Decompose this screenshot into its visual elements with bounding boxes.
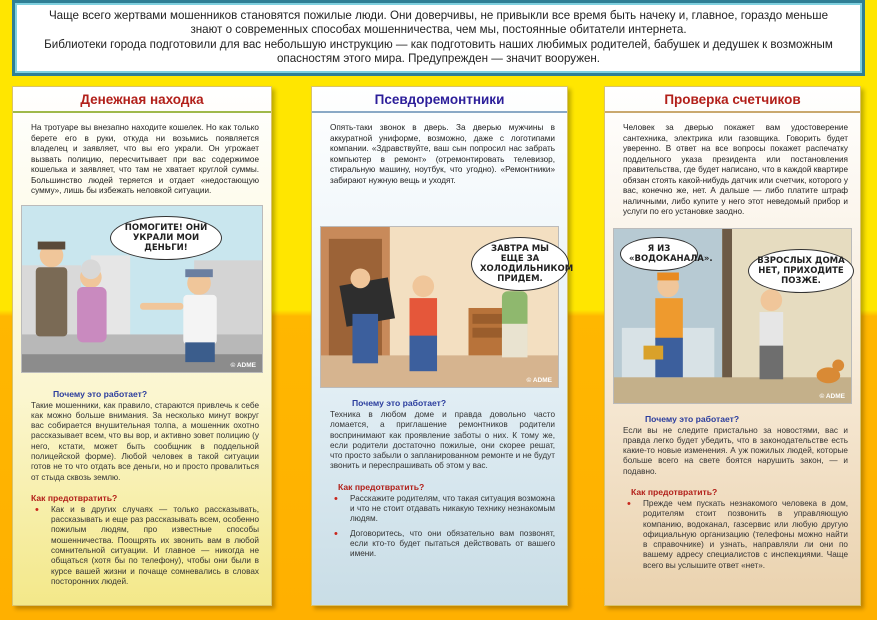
image-credit: © ADME [526,377,552,384]
prevent-item: • Прежде чем пускать незнакомого человека в дом, родителям стоит позвонить в управляющую компанию, водоканал, газсервис или любую другую официальную организацию (телефоны можно найти в справочнике) и узнать, направляли ли они по вашему адресу специалистов с инспекциями. Чаще всего вы услышите ответ «нет». [625,499,848,571]
prevent-item: • Расскажите родителям, что такая ситуация возможна и что не стоит отдавать никакую технику незнакомым людям. [332,494,555,525]
speech-bubble: ПОМОГИТЕ! ОНИ УКРАЛИ МОИ ДЕНЬГИ! [110,216,222,260]
prevent-list [13,503,271,587]
panel-intro: На тротуаре вы внезапно находите кошелек. Но как только берете его в руки, откуда ни возьмись появляется владелец и заявляет, что вы его украли. Он угрожает вызвать полицию, пересчитывает при вас содержимое кошелька и заявляет, что там не хватает круглой суммы. Большинство людей теряется и отдает «недостающую сумму», лишь бы избежать неловкой ситуации. [31,123,259,195]
header-line-1: Чаще всего жертвами мошенников становятся пожилые люди. Они доверчивы, не привыкли все время быть начеку и, главное, гораздо меньше знают о современных способах мошенничества, чем мы, постоянные обитатели интернета. [48,9,829,37]
panel-intro: Человек за дверью покажет вам удостоверение сантехника, электрика или газовщика. Говорить будет уверенно. В ответ на все вопросы покажет распечатку поддельного указа президента или постановления правительства, где будет написано, что в каждой квартире обязан стоять какой-нибудь датчик или счетчик, которого у вас, конечно же, нет. А дальше — либо платите штраф наличными, либо купите у него этот неведомый прибор и услуги по его установке заодно. [623,123,848,216]
why-text: Такие мошенники, как правило, стараются привлечь к себе как можно больше внимания. За несколько минут вокруг вас собирается внушительная толпа, а мошенник охотно рассказывает всем, что вы вор, и активно зовет полицию (у него, кстати, может быть сообщник в поддельной полицейской форме). Любой человек в такой ситуации готов не то что отдать все деньги, но и просто провалиться от стыда сквозь землю. [31,400,259,482]
why-text: Если вы не следите пристально за новостями, вас и правда легко будет убедить, что в законодательстве есть какие-то новые изменения. А уж пожилых людей, которые больше всего на свете боятся нарушить закон, — и подавно. [623,425,848,476]
speech-bubble: ЗАВТРА МЫ ЕЩЕ ЗА ХОЛОДИЛЬНИКОМ ПРИДЕМ. [471,237,569,291]
illustration-doorway [613,228,852,404]
panel-title: Денежная находка [80,92,204,107]
prevent-item: • Договоритесь, что они обязательно вам позвонят, если кто-то будет пытаться действовать от вашего имени. [332,529,555,560]
prevent-heading: Как предотвратить? [338,481,425,492]
prevent-heading: Как предотвратить? [631,486,718,497]
speech-bubble-worker: Я ИЗ «ВОДОКАНАЛА». [620,237,698,271]
panel-title: Проверка счетчиков [664,92,801,107]
why-text: Техника в любом доме и правда довольно часто ломается, а приглашение ремонтников родители воспринимают как проявление заботы о них. К тому же, если родители достаточно пожилые, они скорее решат, что просто забыли о запланированном ремонте и не будут звонить и переспрашивать об этом у вас. [330,410,555,471]
speech-bubble-child: ВЗРОСЛЫХ ДОМА НЕТ, ПРИХОДИТЕ ПОЗЖЕ. [748,249,854,293]
panel-meter-check [604,86,861,606]
why-heading: Почему это работает? [352,398,447,408]
why-heading: Почему это работает? [645,413,740,424]
panel-intro: Опять-таки звонок в дверь. За дверью мужчины в аккуратной униформе, возможно, даже с логотипами компании. «Здравствуйте, ваш сын попросил нас забрать компьютер в ремонт» (отремонтировать телевизор, стиральную машину, ноутбук, что угодно). «Ремонтники» забирают нужную вещь и уходят. [330,123,555,185]
illustration-apartment [320,226,574,388]
prevent-heading: Как предотвратить? [31,492,118,503]
panel-money-find [12,86,272,606]
illustration-street [21,205,263,373]
panel-title: Псевдоремонтники [374,92,505,107]
image-credit: © ADME [230,361,256,369]
prevent-list [312,492,567,560]
prevent-list [605,497,860,571]
prevent-item: • Как и в других случаях — только рассказывать, рассказывать и еще раз рассказывать всем, особенно пожилым людям, про известные способы мошенничества. Поощрять их звонить вам в любой сомнительной ситуации. И главное — никогда не общаться (хотя бы по телефону), чтобы они были в курсе вашей жизни и почаще сомневались в словах посторонних людей. [33,505,259,587]
why-heading: Почему это работает? [53,388,148,399]
intro-header [12,0,865,76]
header-line-2: Библиотеки города подготовили для вас небольшую инструкцию — как подготовить наших любимых родителей, бабушек и дедушек к возможным опасностям этого мира. Предупрежден — значит вооружен. [44,37,833,66]
panel-fake-repairmen [311,86,574,606]
image-credit: © ADME [819,392,845,400]
